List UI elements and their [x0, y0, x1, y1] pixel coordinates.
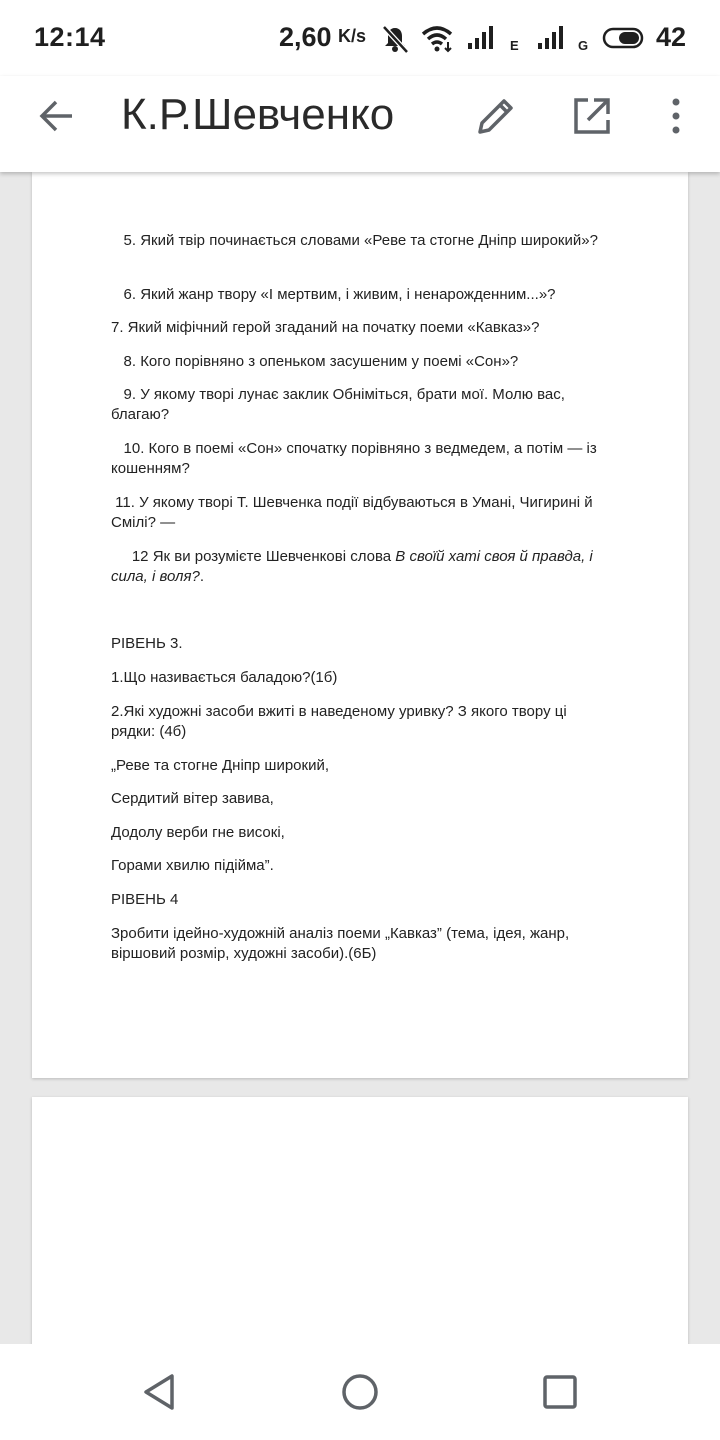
open-in-new-button[interactable]	[570, 94, 614, 138]
arrow-back-icon	[34, 94, 78, 138]
app-bar	[0, 76, 720, 172]
nav-back-button[interactable]	[140, 1372, 180, 1412]
nav-recents-button[interactable]	[540, 1372, 580, 1412]
question-6: 6. Який жанр твору «І мертвим, і живим, і ненарожденним...»?	[123, 286, 556, 303]
question-12: 12 Як ви розумієте Шевченкові слова В своїй хаті своя й правда, і сила, і воля?.	[111, 548, 593, 585]
document-page	[32, 172, 688, 1078]
level-4-task: Зробити ідейно-художній аналіз поеми „Кавказ” (тема, ідея, жанр, віршовий розмір, художні засоби).(6Б)	[111, 925, 570, 962]
poem-line-2: Сердитий вітер завива,	[111, 790, 274, 807]
circle-home-icon	[340, 1372, 380, 1412]
level-3-question-1: 1.Що називається баладою?(1б)	[111, 669, 338, 686]
document-viewer[interactable]	[0, 172, 720, 1344]
pencil-icon	[474, 94, 518, 138]
question-11: 11. У якому творі Т. Шевченка події відбуваються в Умані, Чигирині й Смілі? —	[111, 494, 593, 531]
poem-line-3: Додолу верби гне високі,	[111, 824, 285, 841]
poem-line-4: Горами хвилю підійма”.	[111, 857, 274, 874]
status-bar	[0, 0, 720, 76]
question-5: 5. Який твір починається словами «Реве та стогне Дніпр широкий»?	[123, 232, 598, 249]
more-vert-icon	[664, 94, 688, 138]
wifi-icon	[421, 24, 455, 54]
battery-level: 42	[656, 22, 687, 52]
nav-home-button[interactable]	[340, 1372, 380, 1412]
notifications-off-icon	[380, 24, 410, 54]
question-7: 7. Який міфічний герой згаданий на початку поеми «Кавказ»?	[111, 319, 540, 336]
level-4-heading: РІВЕНЬ 4	[111, 891, 179, 908]
network-type-1: E	[510, 38, 519, 53]
battery-icon	[602, 27, 648, 49]
more-options-button[interactable]	[664, 94, 688, 138]
edit-button[interactable]	[474, 94, 518, 138]
question-9: 9. У якому творі лунає заклик Обніміться, брати мої. Молю вас, благаю?	[111, 386, 565, 423]
question-10: 10. Кого в поемі «Сон» спочатку порівняно з ведмедем, а потім — із кошенням?	[111, 440, 597, 477]
level-3-heading: РІВЕНЬ 3.	[111, 635, 183, 652]
network-speed: 2,60	[279, 22, 332, 52]
poem-line-1: „Реве та стогне Дніпр широкий,	[111, 757, 330, 774]
document-title: К.Р.Шевченко	[121, 90, 395, 139]
signal-2-icon	[536, 24, 564, 52]
status-time: 12:14	[34, 22, 106, 52]
open-in-new-icon	[570, 94, 614, 138]
navigation-bar	[0, 1344, 720, 1440]
back-button[interactable]	[34, 94, 78, 138]
signal-1-icon	[466, 24, 494, 52]
level-3-question-2: 2.Які художні засоби вжиті в наведеному уривку? З якого твору ці рядки: (4б)	[111, 703, 567, 740]
network-speed-unit: K/s	[338, 26, 367, 46]
network-type-2: G	[578, 38, 589, 53]
square-recents-icon	[540, 1372, 580, 1412]
triangle-back-icon	[140, 1372, 180, 1412]
question-8: 8. Кого порівняно з опеньком засушеним у поемі «Сон»?	[123, 353, 519, 370]
document-page-next	[32, 1097, 688, 1344]
